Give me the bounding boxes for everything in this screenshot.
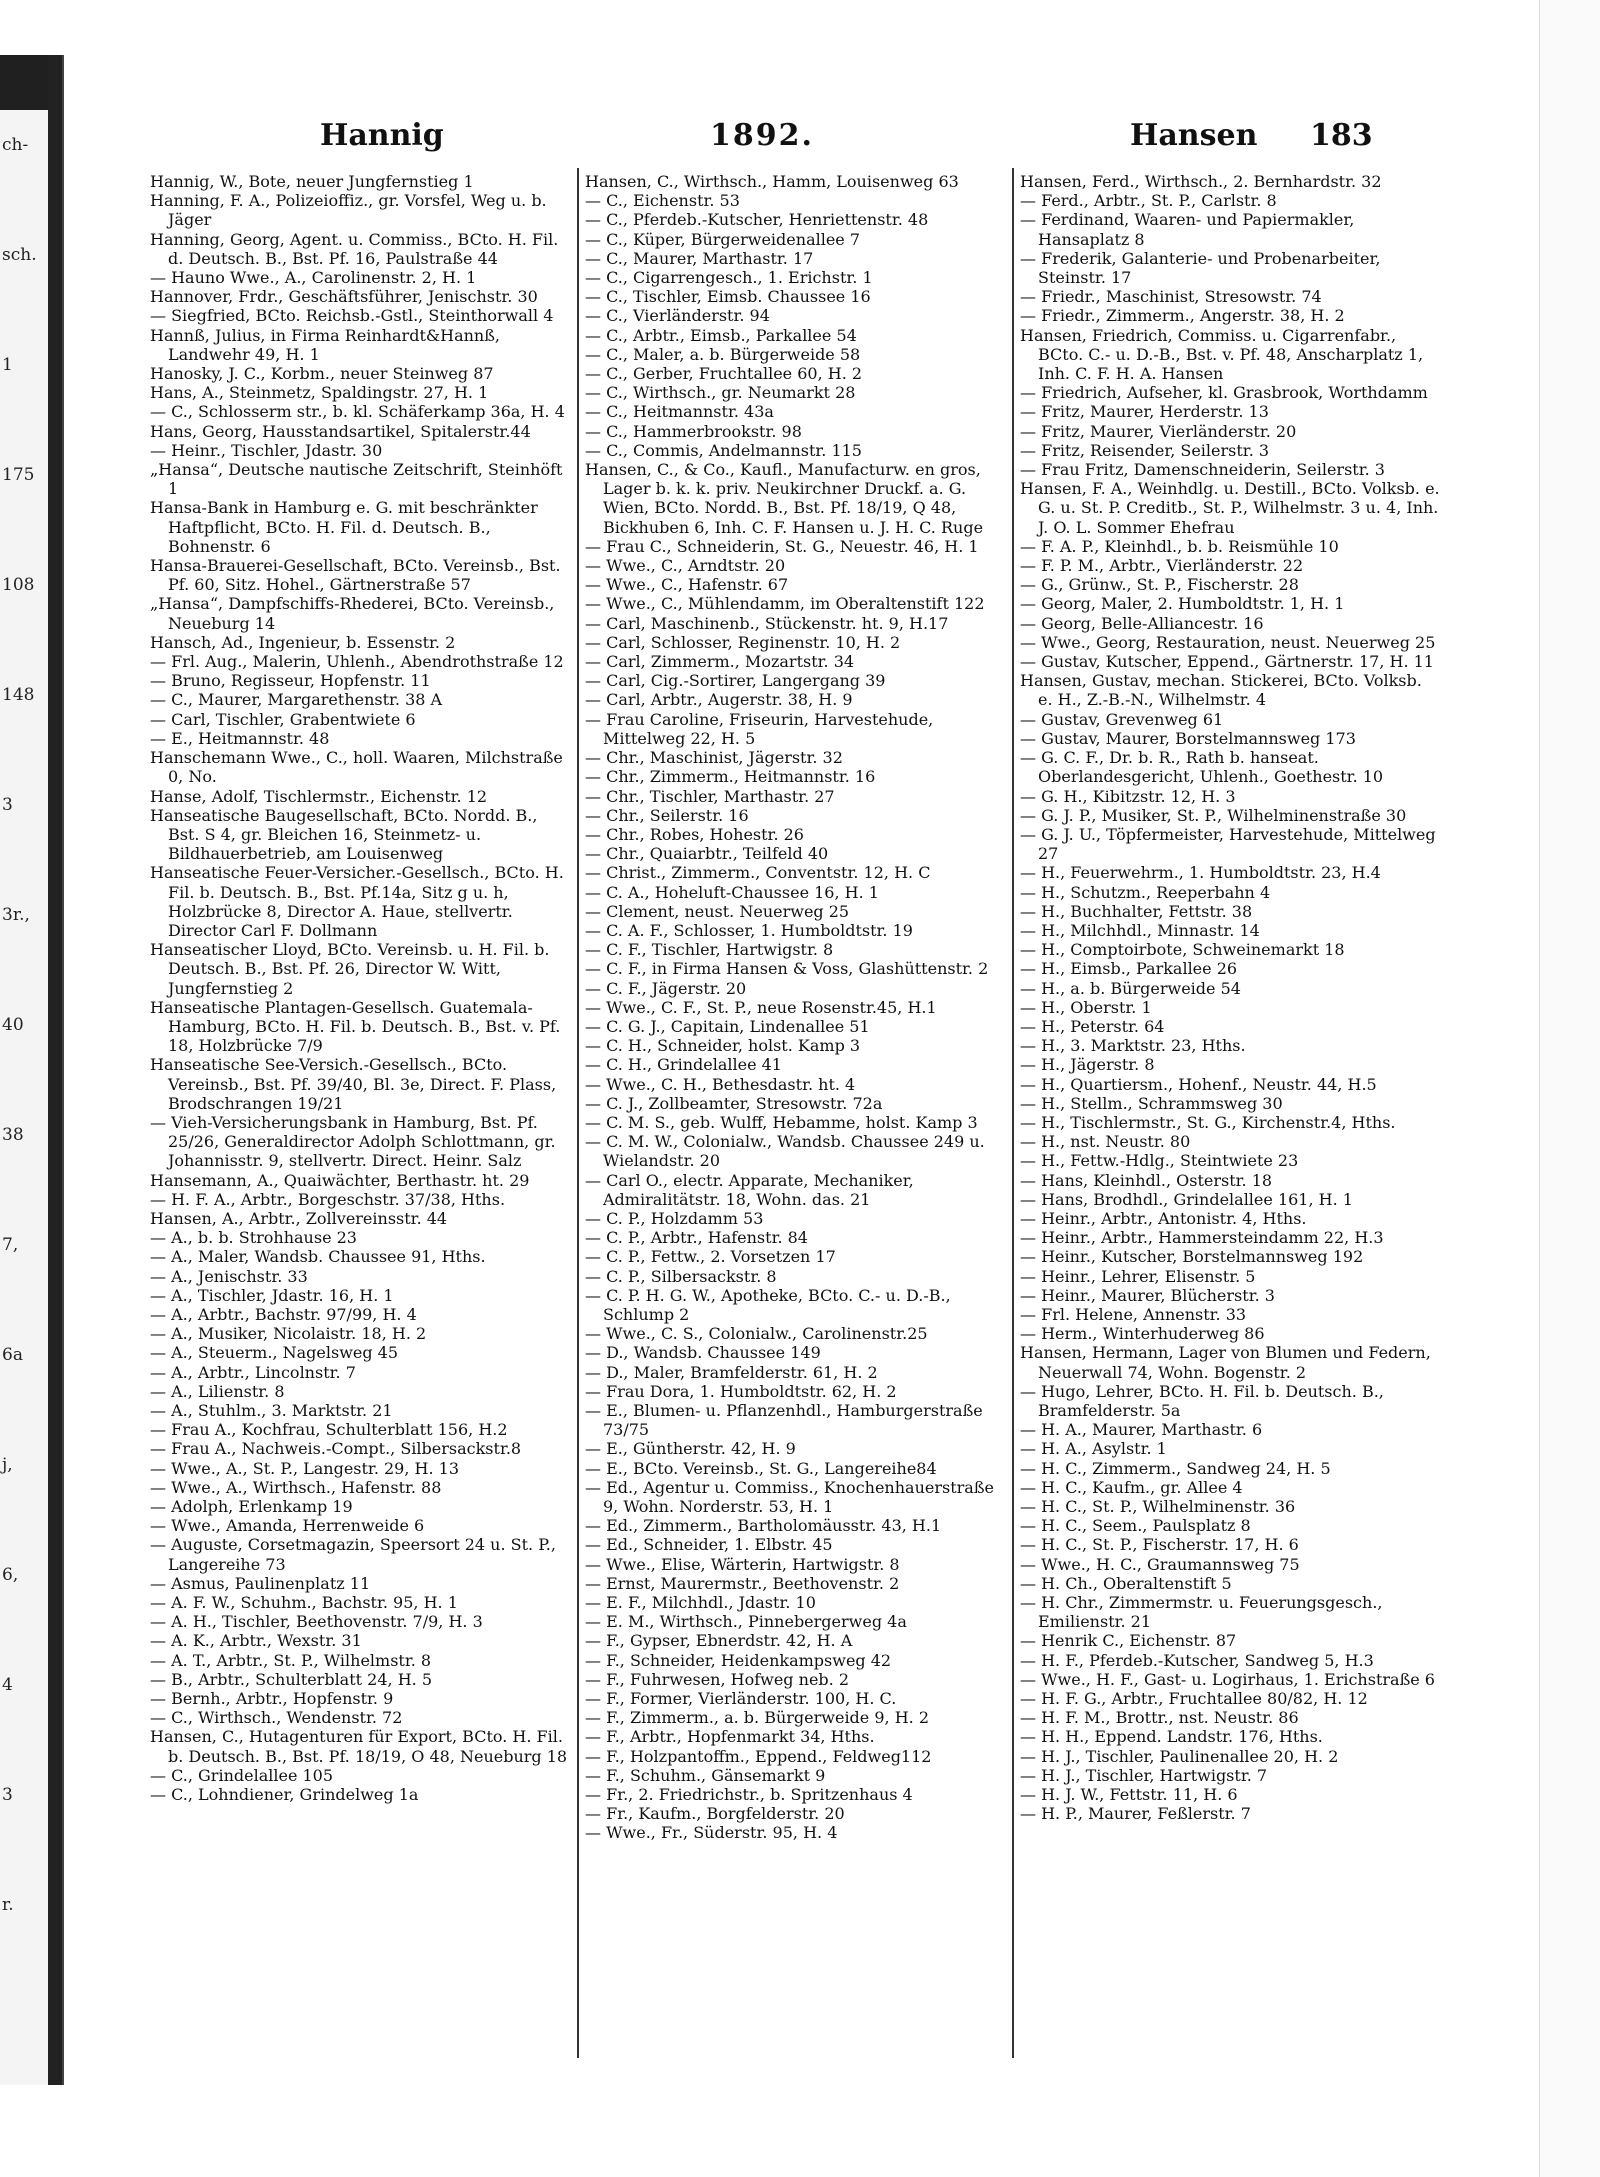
entry-list [585,172,1005,1843]
directory-entry: Hanning, F. A., Polizeioffiz., gr. Vorsfel, Weg u. b. Jäger [150,191,547,230]
directory-entry: — C. A., Hoheluft-Chaussee 16, H. 1 [585,882,879,902]
directory-entry: — Gustav, Kutscher, Eppend., Gärtnerstr. 17, H. 11 [1020,652,1434,672]
directory-entry: Hanseatischer Lloyd, BCto. Vereinsb. u. H. Fil. b. Deutsch. B., Bst. Pf. 26, Director W. Witt, Jungfernstieg 2 [150,940,550,998]
directory-entry: — Wwe., C. S., Colonialw., Carolinenstr.25 [585,1324,928,1344]
directory-entry: Hansen, F. A., Weinhdlg. u. Destill., BCto. Volksb. e. G. u. St. P. Creditb., St. P., Wilhelmstr. 3 u. 4, Inh. J. O. L. Sommer Ehefrau [1020,479,1440,537]
directory-entry: — Heinr., Kutscher, Borstelmannsweg 192 [1020,1247,1364,1267]
directory-entry: — F. A. P., Kleinhdl., b. b. Reismühle 10 [1020,536,1339,556]
directory-entry: Hanschemann Wwe., C., holl. Waaren, Milchstraße 0, No. [150,748,563,787]
directory-entry: — H., Stellm., Schrammsweg 30 [1020,1093,1283,1113]
directory-entry: — H. A., Maurer, Marthastr. 6 [1020,1420,1263,1440]
directory-entry: — C. J., Zollbeamter, Stresowstr. 72a [585,1093,883,1113]
left-page-fragment: j, [2,1455,13,1475]
directory-entry: — A., Jenischstr. 33 [150,1266,308,1286]
directory-entry: Hansemann, A., Quaiwächter, Berthastr. ht. 29 [150,1170,530,1190]
directory-entry: — H., Quartiersm., Hohenf., Neustr. 44, H.5 [1020,1074,1377,1094]
directory-entry: — Gustav, Maurer, Borstelmannsweg 173 [1020,728,1356,748]
directory-entry: Hans, A., Steinmetz, Spaldingstr. 27, H. 1 [150,383,489,403]
directory-entry: — F., Holzpantoffm., Eppend., Feldweg112 [585,1746,932,1766]
directory-entry: — C., Vierländerstr. 94 [585,306,770,326]
directory-entry: — Fr., 2. Friedrichstr., b. Spritzenhaus 4 [585,1785,913,1805]
directory-entry: — F., Zimmerm., a. b. Bürgerweide 9, H. 2 [585,1708,930,1728]
directory-entry: — Friedrich, Aufseher, kl. Grasbrook, Worthdamm [1020,383,1428,403]
directory-entry: — Frau A., Nachweis.-Compt., Silbersackstr.8 [150,1439,522,1459]
directory-entry: — Wwe., Georg, Restauration, neust. Neuerweg 25 [1020,632,1436,652]
directory-entry: — H., Jägerstr. 8 [1020,1055,1155,1075]
column-1 [150,172,570,2062]
directory-entry: — Hans, Kleinhdl., Osterstr. 18 [1020,1170,1273,1190]
directory-entry: — Auguste, Corsetmagazin, Speersort 24 u. St. P., Langereihe 73 [150,1535,556,1574]
directory-entry: Hansch, Ad., Ingenieur, b. Essenstr. 2 [150,632,456,652]
directory-entry: — Heinr., Maurer, Blücherstr. 3 [1020,1285,1275,1305]
directory-entry: — Frl. Aug., Malerin, Uhlenh., Abendrothstraße 12 [150,652,564,672]
directory-entry: — Fritz, Maurer, Herderstr. 13 [1020,402,1269,422]
directory-entry: — Chr., Robes, Hohestr. 26 [585,824,804,844]
directory-entry: — F., Former, Vierländerstr. 100, H. C. [585,1689,897,1709]
directory-entry: — Frederik, Galanterie- und Probenarbeiter, Steinstr. 17 [1020,248,1381,288]
directory-entry: — H. F., Pferdeb.-Kutscher, Sandweg 5, H.3 [1020,1650,1374,1670]
directory-entry: — G. J. P., Musiker, St. P., Wilhelminenstraße 30 [1020,805,1407,825]
directory-entry: Hanseatische See-Versich.-Gesellsch., BCto. Vereinsb., Bst. Pf. 39/40, Bl. 3e, Direct. F. Plass, Brodschrangen 19/21 [150,1055,557,1113]
column-2 [585,172,1005,2062]
left-page-binding-shadow [48,55,62,2085]
directory-entry: — Frl. Helene, Annenstr. 33 [1020,1304,1247,1324]
directory-entry: — C., Cigarrengesch., 1. Erichstr. 1 [585,268,873,288]
directory-entry: — Wwe., A., St. P., Langestr. 29, H. 13 [150,1458,460,1478]
directory-entry: — E. F., Milchhdl., Jdastr. 10 [585,1593,816,1613]
directory-entry: — F., Schuhm., Gänsemarkt 9 [585,1765,826,1785]
left-page-fragment: 6a [2,1345,23,1365]
directory-entry: Hannig, W., Bote, neuer Jungfernstieg 1 [150,172,474,191]
directory-entry: — Heinr., Lehrer, Elisenstr. 5 [1020,1266,1256,1286]
directory-entry: Hanseatische Baugesellschaft, BCto. Nordd. B., Bst. S 4, gr. Bleichen 16, Steinmetz- u. Bildhauerbetrieb, am Louisenweg [150,805,538,864]
directory-entry: — H., Eimsb., Parkallee 26 [1020,959,1238,979]
directory-entry: — H. C., St. P., Wilhelminenstr. 36 [1020,1497,1296,1517]
directory-entry: — C., Wirthsch., Wendenstr. 72 [150,1708,403,1728]
directory-entry: — A., Arbtr., Bachstr. 97/99, H. 4 [150,1304,417,1324]
directory-entry: — Fr., Kaufm., Borgfelderstr. 20 [585,1804,845,1824]
header-left-keyword: Hannig [320,118,444,153]
directory-entry: — Heinr., Arbtr., Antonistr. 4, Hths. [1020,1208,1307,1228]
directory-entry: Hansa-Bank in Hamburg e. G. mit beschränkter Haftpflicht, BCto. H. Fil. d. Deutsch. B., Bohnenstr. 6 [150,498,538,556]
directory-entry: — H. J., Tischler, Hartwigstr. 7 [1020,1765,1268,1785]
directory-entry: — Bernh., Arbtr., Hopfenstr. 9 [150,1689,394,1709]
directory-entry: — H., Peterstr. 64 [1020,1016,1165,1036]
entry-list [150,172,570,1804]
directory-entry: — Wwe., H. C., Graumannsweg 75 [1020,1554,1300,1574]
directory-entry: — G. C. F., Dr. b. R., Rath b. hanseat. Oberlandesgericht, Uhlenh., Goethestr. 10 [1020,748,1384,787]
directory-entry: Hansen, C., Hutagenturen für Export, BCto. H. Fil. b. Deutsch. B., Bst. Pf. 18/19, O 48, Neueburg 18 [150,1727,568,1766]
directory-entry: — H. C., Seem., Paulsplatz 8 [1020,1516,1251,1536]
directory-entry: — C. P., Fettw., 2. Vorsetzen 17 [585,1247,836,1267]
directory-entry: — A., Musiker, Nicolaistr. 18, H. 2 [150,1324,427,1344]
directory-entry: — C. P., Arbtr., Hafenstr. 84 [585,1228,808,1248]
directory-entry: — C. G. J., Capitain, Lindenallee 51 [585,1016,870,1036]
directory-entry: — Heinr., Tischler, Jdastr. 30 [150,440,383,460]
directory-entry: — Fritz, Maurer, Vierländerstr. 20 [1020,421,1297,441]
directory-entry: Hanning, Georg, Agent. u. Commiss., BCto. H. Fil. d. Deutsch. B., Bst. Pf. 16, Paulstraße 44 [150,229,559,268]
directory-entry: — Frau A., Kochfrau, Schulterblatt 156, H.2 [150,1420,508,1440]
column-divider [1012,168,1014,2058]
directory-entry: — H. C., Zimmerm., Sandweg 24, H. 5 [1020,1458,1331,1478]
directory-entry: — H., 3. Marktstr. 23, Hths. [1020,1036,1246,1056]
directory-entry: — Wwe., C. F., St. P., neue Rosenstr.45, H.1 [585,997,937,1017]
directory-entry: — Wwe., Amanda, Herrenweide 6 [150,1516,425,1536]
directory-entry: — A. T., Arbtr., St. P., Wilhelmstr. 8 [150,1650,432,1670]
directory-entry: Hans, Georg, Hausstandsartikel, Spitalerstr.44 [150,421,531,441]
directory-entry: Hansen, C., & Co., Kaufl., Manufacturw. en gros, Lager b. k. k. priv. Neukirchner Druckf. a. G. Wien, BCto. Nordd. B., Bst. Pf. 18/19, Q 48, Bickhuben 6, Inh. C. F. Hansen u. J. H. C. Ruge [585,460,984,537]
header-year: 1892. [710,118,814,153]
directory-entry: — C., Maurer, Marthastr. 17 [585,248,814,268]
right-margin [1539,0,1600,2177]
directory-entry: — C. M. W., Colonialw., Wandsb. Chaussee 249 u. Wielandstr. 20 [585,1132,985,1171]
left-page-fragment: 38 [2,1125,24,1145]
directory-entry: — G., Grünw., St. P., Fischerstr. 28 [1020,575,1299,595]
column-divider [577,168,579,2058]
directory-entry: — A. H., Tischler, Beethovenstr. 7/9, H. 3 [150,1612,483,1632]
directory-entry: — Fritz, Reisender, Seilerstr. 3 [1020,440,1270,460]
directory-entry: — C., Schlosserm str., b. kl. Schäferkamp 36a, H. 4 [150,402,565,422]
directory-entry: — C. M. S., geb. Wulff, Hebamme, holst. Kamp 3 [585,1112,978,1132]
directory-entry: — C. F., Tischler, Hartwigstr. 8 [585,940,834,960]
directory-entry: — E., Güntherstr. 42, H. 9 [585,1439,796,1459]
column-3 [1020,172,1440,2062]
directory-entry: Hansen, A., Arbtr., Zollvereinsstr. 44 [150,1208,448,1228]
directory-entry: — A. F. W., Schuhm., Bachstr. 95, H. 1 [150,1593,458,1613]
directory-entry: — C., Eichenstr. 53 [585,191,740,211]
directory-entry: „Hansa“, Deutsche nautische Zeitschrift, Steinhöft 1 [150,460,563,499]
directory-entry: — Ernst, Maurermstr., Beethovenstr. 2 [585,1573,900,1593]
directory-entry: — Frau C., Schneiderin, St. G., Neuestr. 46, H. 1 [585,536,979,556]
directory-entry: — A., Stuhlm., 3. Marktstr. 21 [150,1401,393,1420]
left-page-fragment: sch. [2,245,37,265]
directory-entry: — H., Schutzm., Reeperbahn 4 [1020,882,1271,902]
directory-entry: — A., b. b. Strohhause 23 [150,1228,357,1248]
directory-entry: — Wwe., C., Hafenstr. 67 [585,575,789,595]
directory-entry: Hansen, Ferd., Wirthsch., 2. Bernhardstr. 32 [1020,172,1382,191]
directory-entry: — F., Fuhrwesen, Hofweg neb. 2 [585,1669,849,1689]
left-page-fragment: ch- [2,135,29,155]
directory-entry: — C. F., in Firma Hansen & Voss, Glashüttenstr. 2 [585,959,989,979]
directory-entry: — A., Maler, Wandsb. Chaussee 91, Hths. [150,1247,486,1267]
directory-entry: — C., Lohndiener, Grindelweg 1a [150,1785,419,1805]
directory-entry: — C., Pferdeb.-Kutscher, Henriettenstr. 48 [585,210,929,230]
directory-entry: Hansa-Brauerei-Gesellschaft, BCto. Vereinsb., Bst. Pf. 60, Sitz. Hohel., Gärtnerstraße 57 [150,556,561,595]
directory-entry: — H. C., Kaufm., gr. Allee 4 [1020,1477,1243,1497]
directory-entry: — H. A., Asylstr. 1 [1020,1439,1167,1459]
directory-entry: — A. K., Arbtr., Wexstr. 31 [150,1631,362,1651]
left-page-fragment: 40 [2,1015,24,1035]
left-page-fragment: 6, [2,1565,19,1585]
left-page-fragment: r. [2,1895,14,1915]
directory-entry: — C., Grindelallee 105 [150,1765,334,1785]
directory-entry: — Chr., Zimmerm., Heitmannstr. 16 [585,767,876,787]
directory-entry: — C. P. H. G. W., Apotheke, BCto. C.- u. D.-B., Schlump 2 [585,1285,951,1324]
directory-entry: — H., nst. Neustr. 80 [1020,1132,1191,1152]
directory-entry: — Carl, Maschinenb., Stückenstr. ht. 9, H.17 [585,613,949,633]
page-header [140,110,1460,166]
directory-entry: — Carl, Schlosser, Reginenstr. 10, H. 2 [585,632,901,652]
directory-entry: — B., Arbtr., Schulterblatt 24, H. 5 [150,1669,432,1689]
directory-entry: — E. M., Wirthsch., Pinnebergerweg 4a [585,1612,907,1632]
directory-entry: — Frau Fritz, Damenschneiderin, Seilerstr. 3 [1020,460,1385,480]
directory-entry: Hannß, Julius, in Firma Reinhardt&Hannß, Landwehr 49, H. 1 [150,325,500,364]
directory-entry: — Frau Caroline, Friseurin, Harvestehude, Mittelweg 22, H. 5 [585,709,934,748]
directory-entry: — Carl, Cig.-Sortirer, Langergang 39 [585,671,886,691]
directory-entry: Hanseatische Plantagen-Gesellsch. Guatemala-Hamburg, BCto. H. Fil. b. Deutsch. B., Bst. v. Pf. 18, Holzbrücke 7/9 [150,997,561,1056]
directory-entry: — G. J. U., Töpfermeister, Harvestehude, Mittelweg 27 [1020,824,1436,864]
left-page-fragment: 3 [2,1785,13,1805]
directory-entry: — C., Maurer, Margarethenstr. 38 A [150,690,443,710]
directory-entry: — E., BCto. Vereinsb., St. G., Langereihe84 [585,1458,937,1478]
directory-entry: — Wwe., C., Mühlendamm, im Oberaltenstift 122 [585,594,985,614]
directory-entry: — Hans, Brodhdl., Grindelallee 161, H. 1 [1020,1189,1353,1209]
directory-entry: — C., Arbtr., Eimsb., Parkallee 54 [585,325,857,345]
directory-entry: — C., Tischler, Eimsb. Chaussee 16 [585,287,871,307]
directory-entry: — H. P., Maurer, Feßlerstr. 7 [1020,1804,1251,1824]
left-page-fragment: 1 [2,355,13,375]
directory-entry: „Hansa“, Dampfschiffs-Rhederei, BCto. Vereinsb., Neueburg 14 [150,594,555,633]
directory-entry: — Heinr., Arbtr., Hammersteindamm 22, H.3 [1020,1228,1384,1248]
directory-entry: Hannover, Frdr., Geschäftsführer, Jenischstr. 30 [150,287,538,307]
directory-entry: — H., Milchhdl., Minnastr. 14 [1020,920,1260,940]
directory-entry: — Siegfried, BCto. Reichsb.-Gstl., Steinthorwall 4 [150,306,554,326]
left-page-fragment: 148 [2,685,35,705]
left-page-fragment: 3r., [2,905,30,925]
directory-entry: Hanse, Adolf, Tischlermstr., Eichenstr. 12 [150,786,488,806]
directory-entry: — C. P., Holzdamm 53 [585,1208,764,1228]
directory-entry: — Henrik C., Eichenstr. 87 [1020,1631,1237,1651]
directory-entry: — H., Oberstr. 1 [1020,997,1152,1017]
directory-entry: — H. F. A., Arbtr., Borgeschstr. 37/38, Hths. [150,1189,506,1209]
directory-entry: — Christ., Zimmerm., Conventstr. 12, H. C [585,863,931,883]
directory-entry: Hanosky, J. C., Korbm., neuer Steinweg 87 [150,364,494,384]
directory-entry: — A., Arbtr., Lincolnstr. 7 [150,1362,356,1382]
directory-entry: — Herm., Winterhuderweg 86 [1020,1324,1265,1344]
left-page-fragment: 7, [2,1235,19,1255]
directory-entry: — Wwe., C. H., Bethesdastr. ht. 4 [585,1074,856,1094]
entry-list [1020,172,1440,1823]
directory-entry: Hansen, Friedrich, Commiss. u. Cigarrenfabr., BCto. C.- u. D.-B., Bst. v. Pf. 48, Anscharplatz 1, Inh. C. F. H. A. Hansen [1020,325,1424,384]
directory-entry: — C. P., Silbersackstr. 8 [585,1266,777,1286]
directory-entry: — F., Gypser, Ebnerdstr. 42, H. A [585,1631,853,1651]
directory-entry: — C., Wirthsch., gr. Neumarkt 28 [585,383,856,403]
directory-entry: — Ed., Agentur u. Commiss., Knochenhauerstraße 9, Wohn. Norderstr. 53, H. 1 [585,1477,994,1517]
directory-entry: — H. Chr., Zimmermstr. u. Feuerungsgesch., Emilienstr. 21 [1020,1593,1383,1632]
directory-entry: — Clement, neust. Neuerweg 25 [585,901,850,921]
directory-entry: — Ed., Schneider, 1. Elbstr. 45 [585,1535,833,1555]
directory-entry: — Carl, Arbtr., Augerstr. 38, H. 9 [585,690,853,710]
directory-entry: Hansen, Gustav, mechan. Stickerei, BCto. Volksb. e. H., Z.-B.-N., Wilhelmstr. 4 [1020,671,1422,710]
directory-entry: — Friedr., Zimmerm., Angerstr. 38, H. 2 [1020,306,1345,326]
directory-entry: — Wwe., C., Arndtstr. 20 [585,556,786,576]
directory-entry: — C., Gerber, Fruchtallee 60, H. 2 [585,364,863,384]
directory-page [140,110,1460,2070]
left-page-fragment: 4 [2,1675,13,1695]
directory-entry: — Vieh-Versicherungsbank in Hamburg, Bst. Pf. 25/26, Generaldirector Adolph Schlottmann, gr. Johannisstr. 9, stellvertr. Direct. Heinr. Salz [150,1112,556,1171]
directory-entry: — H. Ch., Oberaltenstift 5 [1020,1573,1232,1593]
directory-entry: — C. A. F., Schlosser, 1. Humboldtstr. 19 [585,920,913,940]
directory-entry: — Hauno Wwe., A., Carolinenstr. 2, H. 1 [150,268,477,288]
directory-entry: — A., Lilienstr. 8 [150,1381,285,1401]
directory-entry: — H. C., St. P., Fischerstr. 17, H. 6 [1020,1535,1299,1555]
left-page-edge [0,55,64,2085]
directory-entry: — H. J. W., Fettstr. 11, H. 6 [1020,1785,1238,1805]
directory-entry: — D., Maler, Bramfelderstr. 61, H. 2 [585,1362,878,1382]
directory-entry: — Ferd., Arbtr., St. P., Carlstr. 8 [1020,191,1277,211]
directory-entry: — Carl, Tischler, Grabentwiete 6 [150,709,416,729]
directory-entry: — C., Heitmannstr. 43a [585,402,774,422]
directory-entry: — H., Comptoirbote, Schweinemarkt 18 [1020,940,1345,960]
directory-entry: — H. F. G., Arbtr., Fruchtallee 80/82, H. 12 [1020,1689,1368,1709]
directory-entry: — C. H., Grindelallee 41 [585,1055,782,1075]
directory-entry: — Asmus, Paulinenplatz 11 [150,1573,371,1593]
directory-entry: — C., Maler, a. b. Bürgerweide 58 [585,344,861,364]
directory-entry: — Chr., Tischler, Marthastr. 27 [585,786,835,806]
directory-entry: — D., Wandsb. Chaussee 149 [585,1343,821,1363]
directory-entry: — H. J., Tischler, Paulinenallee 20, H. 2 [1020,1746,1339,1766]
directory-entry: — Ed., Zimmerm., Bartholomäusstr. 43, H.1 [585,1516,942,1536]
directory-entry: — H., Tischlermstr., St. G., Kirchenstr.4, Hths. [1020,1112,1396,1132]
directory-entry: — Hugo, Lehrer, BCto. H. Fil. b. Deutsch. B., Bramfelderstr. 5a [1020,1381,1384,1420]
directory-entry: — Frau Dora, 1. Humboldtstr. 62, H. 2 [585,1381,897,1401]
directory-entry: — A., Steuerm., Nagelsweg 45 [150,1343,399,1363]
directory-entry: — H., Feuerwehrm., 1. Humboldtstr. 23, H.4 [1020,863,1381,883]
directory-entry: — C. F., Jägerstr. 20 [585,978,747,998]
directory-entry: — H., Buchhalter, Fettstr. 38 [1020,901,1253,921]
directory-entry: — Gustav, Grevenweg 61 [1020,709,1224,729]
directory-entry: — Georg, Belle-Alliancestr. 16 [1020,613,1264,633]
directory-entry: — Chr., Seilerstr. 16 [585,805,749,825]
directory-entry: Hansen, Hermann, Lager von Blumen und Federn, Neuerwall 74, Wohn. Bogenstr. 2 [1020,1343,1431,1382]
directory-entry: — Carl, Zimmerm., Mozartstr. 34 [585,652,855,672]
header-right-keyword: Hansen [1130,118,1258,153]
directory-entry: — F., Arbtr., Hopfenmarkt 34, Hths. [585,1727,875,1747]
directory-entry: — Wwe., A., Wirthsch., Hafenstr. 88 [150,1477,442,1497]
directory-entry: — H. H., Eppend. Landstr. 176, Hths. [1020,1727,1323,1747]
directory-entry: — C., Hammerbrookstr. 98 [585,421,802,441]
directory-entry: — Georg, Maler, 2. Humboldtstr. 1, H. 1 [1020,594,1345,614]
directory-entry: — Friedr., Maschinist, Stresowstr. 74 [1020,287,1322,307]
directory-entry: — C. H., Schneider, holst. Kamp 3 [585,1036,861,1056]
directory-entry: — G. H., Kibitzstr. 12, H. 3 [1020,786,1236,806]
directory-entry: — C., Küper, Bürgerweidenallee 7 [585,229,861,249]
directory-entry: — Bruno, Regisseur, Hopfenstr. 11 [150,671,431,691]
directory-entry: — Wwe., Elise, Wärterin, Hartwigstr. 8 [585,1554,900,1574]
directory-entry: — H., a. b. Bürgerweide 54 [1020,978,1241,998]
directory-entry: — E., Blumen- u. Pflanzenhdl., Hamburgerstraße 73/75 [585,1401,983,1440]
directory-entry: — E., Heitmannstr. 48 [150,728,330,748]
directory-entry: — F. P. M., Arbtr., Vierländerstr. 22 [1020,556,1304,576]
directory-entry: — Adolph, Erlenkamp 19 [150,1497,353,1517]
page-number: 183 [1310,118,1373,153]
directory-entry: — Carl O., electr. Apparate, Mechaniker, Admiralitätstr. 18, Wohn. das. 21 [585,1170,914,1209]
left-page-fragment: 175 [2,465,35,485]
directory-entry: — C., Commis, Andelmannstr. 115 [585,440,862,460]
directory-entry: Hansen, C., Wirthsch., Hamm, Louisenweg 63 [585,172,959,191]
directory-entry: — F., Schneider, Heidenkampsweg 42 [585,1650,892,1670]
directory-entry: — A., Tischler, Jdastr. 16, H. 1 [150,1285,394,1305]
directory-entry: — Ferdinand, Waaren- und Papiermakler, Hansaplatz 8 [1020,210,1355,249]
directory-entry: Hanseatische Feuer-Versicher.-Gesellsch., BCto. H. Fil. b. Deutsch. B., Bst. Pf.14a, Sitz g u. h, Holzbrücke 8, Director A. Haue, stellvertr. Director Carl F. Dollmann [150,863,564,940]
directory-entry: — H., Fettw.-Hdlg., Steintwiete 23 [1020,1151,1299,1171]
left-page-fragment: 3 [2,795,13,815]
directory-entry: — Wwe., Fr., Süderstr. 95, H. 4 [585,1823,838,1843]
directory-entry: — H. F. M., Brottr., nst. Neustr. 86 [1020,1708,1299,1728]
left-page-fragment: 108 [2,575,35,595]
directory-entry: — Chr., Quaiarbtr., Teilfeld 40 [585,844,829,864]
directory-entry: — Chr., Maschinist, Jägerstr. 32 [585,748,843,768]
directory-entry: — Wwe., H. F., Gast- u. Logirhaus, 1. Erichstraße 6 [1020,1669,1435,1689]
